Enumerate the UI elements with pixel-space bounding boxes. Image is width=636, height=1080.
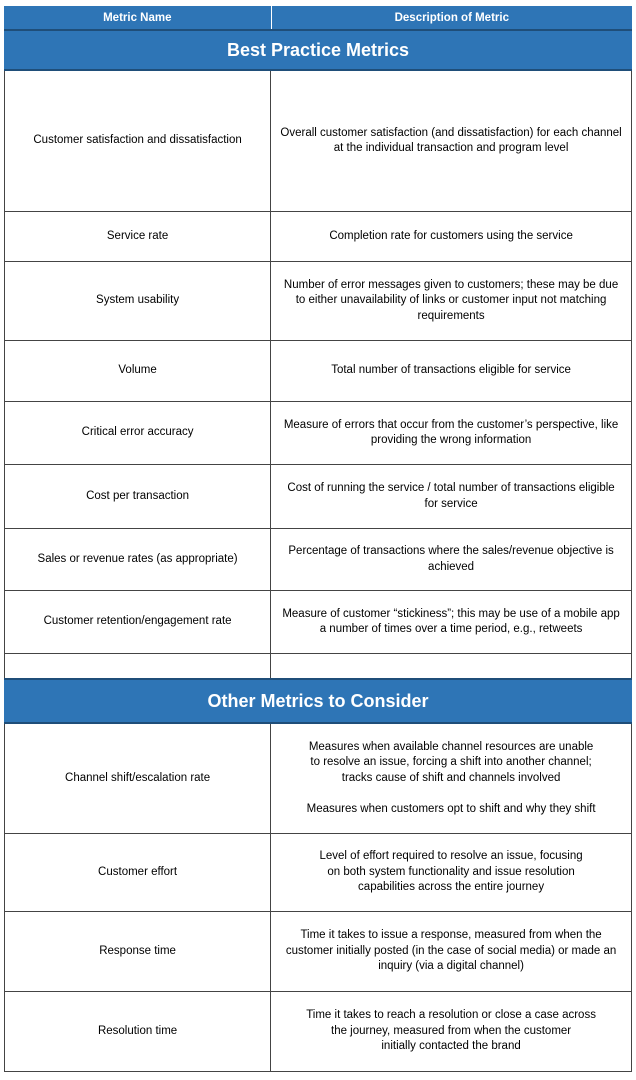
table-row [5,262,631,341]
metric-name: Critical error accuracy [5,402,271,464]
metric-description: Time it takes to issue a response, measured from when the customer initially posted (in the case of social media) or made an inquiry (via a digital channel) [285,929,617,973]
table-row-empty [5,654,631,678]
metric-description: Cost of running the service / total number of transactions eligible for service [287,482,615,510]
best-practice-rows [4,71,632,678]
table-row [5,834,631,912]
metric-description: Number of error messages given to customers; these may be due to either unavailability of links or customer input not matching requirements [283,278,619,322]
metric-description: Percentage of transactions where the sales/revenue objective is achieved [288,545,614,573]
metric-description: Total number of transactions eligible for service [331,364,571,377]
header-description: Description of Metric [394,11,509,24]
table-row [5,341,631,402]
table-row [5,212,631,262]
metric-name: System usability [5,262,271,340]
metric-description: Measures when available channel resources are unable to resolve an issue, forcing a shift into another channel; tracks cause of shift and channels involved Measures when customers opt to shift and why they shift [306,740,596,815]
metric-name: Customer retention/engagement rate [5,591,271,653]
header-metric-name: Metric Name [4,6,272,29]
metric-description: Overall customer satisfaction (and dissatisfaction) for each channel at the individual transaction and program level [280,126,622,154]
metric-name: Customer satisfaction and dissatisfaction [5,71,271,211]
table-row [5,591,631,654]
metric-name: Volume [5,341,271,401]
table-row [5,529,631,591]
section-title-best-practice: Best Practice Metrics [4,29,632,71]
table-row [5,724,631,834]
table-row [5,402,631,465]
metric-description [271,654,631,678]
section-title-other-metrics: Other Metrics to Consider [4,678,632,724]
metric-description: Level of effort required to resolve an issue, focusing on both system functionality and issue resolution capabilities across the entire journey [319,850,583,894]
other-metrics-rows [4,724,632,1072]
metric-name: Response time [5,912,271,991]
table-row [5,71,631,212]
metric-name: Resolution time [5,992,271,1071]
table-row [5,992,631,1072]
table-row [5,465,631,529]
table-row [5,912,631,992]
metric-description: Time it takes to reach a resolution or close a case across the journey, measured from when the customer initially contacted the brand [306,1009,596,1053]
metric-name: Customer effort [5,834,271,911]
metric-name: Channel shift/escalation rate [5,724,271,833]
metric-description: Measure of errors that occur from the customer’s perspective, like providing the wrong information [283,418,619,446]
metric-name: Cost per transaction [5,465,271,528]
metric-description: Measure of customer “stickiness”; this may be use of a mobile app a number of times over a time period, e.g., retweets [282,607,620,635]
metrics-table [4,6,632,1072]
table-header [4,6,632,29]
metric-name: Service rate [5,212,271,261]
metric-description: Completion rate for customers using the service [329,229,573,242]
metric-name: Sales or revenue rates (as appropriate) [5,529,271,590]
metric-name [5,654,271,678]
